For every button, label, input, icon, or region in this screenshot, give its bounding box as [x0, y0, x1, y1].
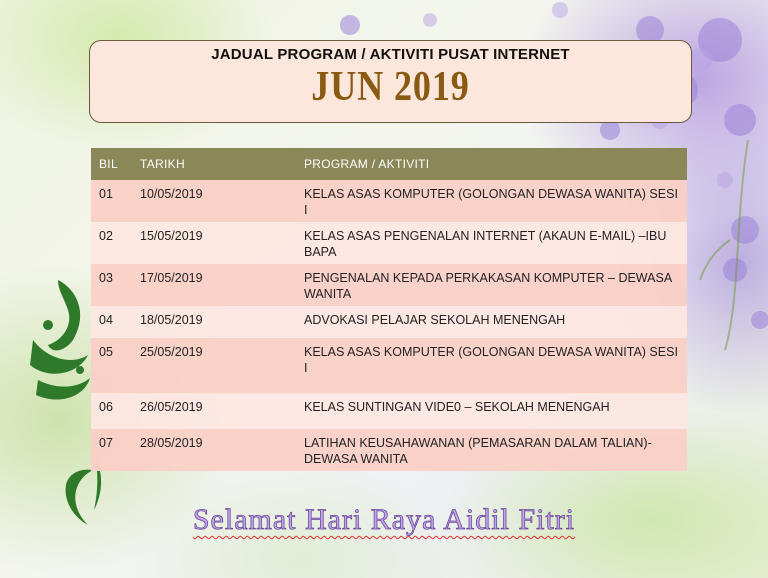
cell-bil: 03 — [91, 264, 132, 306]
cell-tarikh: 18/05/2019 — [132, 306, 296, 338]
header-box — [89, 40, 692, 123]
table-row — [91, 393, 687, 429]
cell-tarikh: 28/05/2019 — [132, 429, 296, 471]
cell-aktiviti: ADVOKASI PELAJAR SEKOLAH MENENGAH — [296, 306, 687, 338]
table-header-row — [91, 148, 687, 180]
cell-bil: 06 — [91, 393, 132, 429]
cell-aktiviti: KELAS ASAS KOMPUTER (GOLONGAN DEWASA WANITA) SESI I — [296, 338, 687, 393]
cell-bil: 05 — [91, 338, 132, 393]
greeting-text: Selamat Hari Raya Aidil Fitri — [192, 503, 576, 536]
cell-tarikh: 10/05/2019 — [132, 180, 296, 222]
schedule-table — [91, 148, 687, 471]
cell-bil: 04 — [91, 306, 132, 338]
cell-tarikh: 26/05/2019 — [132, 393, 296, 429]
cell-aktiviti: KELAS ASAS KOMPUTER (GOLONGAN DEWASA WANITA) SESI I — [296, 180, 687, 222]
cell-aktiviti: KELAS SUNTINGAN VIDE0 – SEKOLAH MENENGAH — [296, 393, 687, 429]
column-header-aktiviti: PROGRAM / AKTIVITI — [296, 148, 687, 180]
table-row — [91, 264, 687, 306]
cell-aktiviti: LATIHAN KEUSAHAWANAN (PEMASARAN DALAM TALIAN)- DEWASA WANITA — [296, 429, 687, 471]
cell-tarikh: 25/05/2019 — [132, 338, 296, 393]
cell-aktiviti: PENGENALAN KEPADA PERKAKASAN KOMPUTER – DEWASA WANITA — [296, 264, 687, 306]
header-title: JUN 2019 — [311, 64, 470, 110]
table-row — [91, 338, 687, 393]
table-row — [91, 180, 687, 222]
cell-bil: 01 — [91, 180, 132, 222]
header-subtitle: JADUAL PROGRAM / AKTIVITI PUSAT INTERNET — [211, 46, 570, 63]
cell-bil: 07 — [91, 429, 132, 471]
table-row — [91, 306, 687, 338]
table-row — [91, 429, 687, 471]
column-header-tarikh: TARIKH — [132, 148, 296, 180]
cell-tarikh: 17/05/2019 — [132, 264, 296, 306]
table-row — [91, 222, 687, 264]
cell-tarikh: 15/05/2019 — [132, 222, 296, 264]
column-header-bil: BIL — [91, 148, 132, 180]
cell-bil: 02 — [91, 222, 132, 264]
cell-aktiviti: KELAS ASAS PENGENALAN INTERNET (AKAUN E-MAIL) –IBU BAPA — [296, 222, 687, 264]
